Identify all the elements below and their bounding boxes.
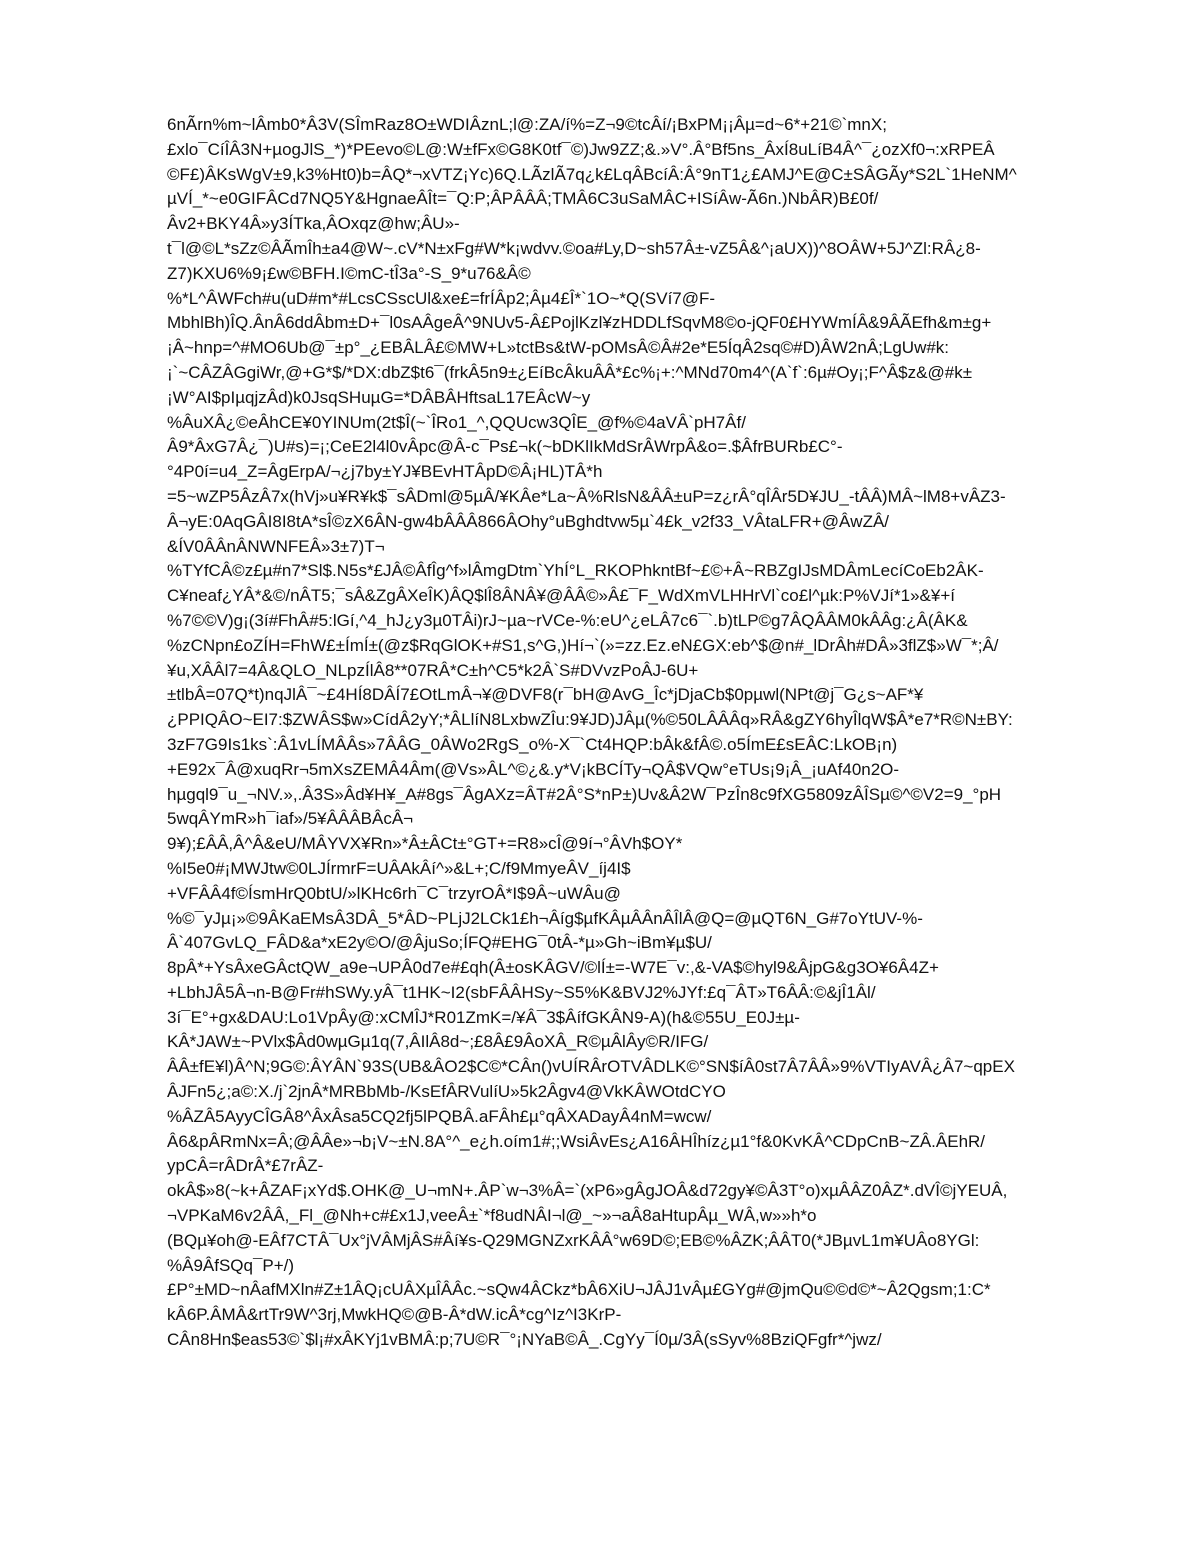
text-line: 9¥);£ÂÂ,Â^Â&eU/MÂYVX¥Rn»*Â±ÂCt±°GT+=R8»cÎ@9í¬°ÂVh$OY*: [167, 834, 683, 854]
text-line: ÂJFn5¿;a©:X./j`2jnÂ*MRBbMb-/KsEfÂRVulíU»5k2Âgv4@VkKÂWOtdCYO: [167, 1082, 726, 1102]
text-line: %ÂuXÂ¿©eÂhCE¥0YINUm(2t$Î(~`ÎRo1_^,QQUcw3QÎE_@f%©4aVÂ`pH7Âf/: [167, 412, 746, 432]
text-line: %zCNpn£oZÍH=FhW£±ÍmÍ±(@z$RqGlOK+#S1,s^G,)Hí¬`(»=zz.Ez.eN£GX:eb^$@n#_lDrÂh#DÂ»3flZ$»W¯*;Â/: [167, 635, 999, 655]
text-line: Âv2+BKY4Â»y3ÍTka,ÂOxqz@hw;ÂU»-: [167, 214, 460, 234]
text-line: ¡Â~hnp=^#MO6Ub@¯±p°_¿EBÂLÂ£©MW+L»tctBs&tW-pOMsÂ©Â#2e*E5ÍqÂ2sq©#D)ÂW2nÂ;LgUw#k:: [167, 338, 950, 358]
text-line: +VFÂÂ4f©ÍsmHrQ0btU/»lKHc6rh¯C¯trzyrOÂ*I$9Â~uWÂu@: [167, 883, 621, 903]
text-line: %*L^ÂWFch#u(uD#m*#LcsCSscUl&xe£=frÍÂp2;Âµ4£Î*`1O~*Q(SVí7@F-: [167, 288, 716, 308]
text-line: MbhlBh)ÎQ.ÂnÂ6ddÂbm±D+¯l0sAÂgeÂ^9NUv5-Â£PojlKzl¥zHDDLfSqvM8©o-jQF0£HYWmÍÂ&9ÂÃEfh&m±g+: [167, 313, 992, 333]
text-line: %I5e0#¡MWJtw©0LJÍrmrF=UÂAkÂí^»&L+;C/f9MmyeÂV_íj4I$: [167, 858, 631, 878]
text-line: ±tlbÂ=07Q*t)nqJlÂ¯~£4HÍ8DÂÍ7£OtLmÂ¬¥@DVF8(r¯bH@AvG_Îc*jDjaCb$0pµwl(NPt@j¯G¿s~AF*¥: [167, 685, 924, 705]
text-line: 8pÂ*+YsÂxeGÂctQW_a9e¬UPÂ0d7e#£qh(Â±osKÂGV/©lÍ±=-W7E¯v:,&-VA$©hyl9&ÂjpG&g3O¥6Â4Z+: [167, 958, 939, 978]
text-line: ypCÂ=rÂDrÂ*£7rÂZ-: [167, 1156, 324, 1176]
text-line: 3í¯E°+gx&DAU:Lo1VpÂy@:xCMÎJ*R01ZmK=/¥Â¯3$ÂífGKÂN9-A)(h&©55U_E0J±µ-: [167, 1007, 800, 1027]
text-line: ¡W°AI$pIµqjzÂd)k0JsqSHuµG=*DÂBÂHftsaL17EÂcW~y: [167, 387, 591, 407]
text-line: %7©©V)g¡(3í#FhÂ#5:lGí,^4_hJ¿y3µ0TÂi)rJ~µa~rVCe-%:eU^¿eLÂ7c6¯`.b)tLP©g7ÂQÂÂM0kÂÂg:¿Â(ÂK&: [167, 610, 968, 630]
text-line: 5wqÂYmR»h¯iaf»/5¥ÂÂÂBÂcÂ¬: [167, 809, 414, 829]
text-line: ¡`~CÂZÂGgiWr,@+G*$/*DX:dbZ$t6¯(frkÂ5n9±¿EíBcÂkuÂÂ*£c%¡+:^MNd70m4^(A`f`:6µ#Oy¡;F^Â$z&@#k±: [167, 362, 973, 382]
document-text-block: [167, 113, 1142, 1353]
text-line: °4P0í=u4_Z=ÂgErpA/¬¿j7by±YJ¥BEvHTÂpD©Â¡HL)TÂ*h: [167, 462, 603, 482]
text-line: Z7)KXU6%9¡£w©BFH.I©mC-tÎ3a°-S_9*u76&Â©: [167, 263, 531, 283]
text-line: %Â9ÂfSQq¯P+/): [167, 1255, 295, 1275]
text-line: ©F£)ÂKsWgV±9,k3%Ht0)b=ÂQ*¬xVTZ¡Yc)6Q.LÃzlÃ7q¿k£LqÂBcíÂ:Â°9nT1¿£AMJ^E@C±SÂGÃy*S2L`1HeNM^: [167, 164, 1017, 184]
text-line: &ÍV0ÂÂnÂNWNFEÂ»3±7)T¬: [167, 536, 385, 556]
text-line: %ÂZÂ5AyyCÎGÂ8^ÂxÂsa5CQ2fj5lPQBÂ.aFÂh£µ°qÂXADayÂ4nM=wcw/: [167, 1106, 712, 1126]
text-line: +LbhJÂ5Â¬n-B@Fr#hSWy.yÂ¯t1HK~I2(sbFÂÂHSy~S5%K&BVJ2%JYf:£q¯ÂT»T6ÂÂ:©&jÎ1Âl/: [167, 982, 876, 1002]
text-line: µVÍ_*~e0GIFÂCd7NQ5Y&HgnaeÂÎt=¯Q:P;ÂPÂÂÂ;TMÂ6C3uSaMÂC+ISíÂw-Ã6n.)NbÂR)B£0f/: [167, 189, 879, 209]
text-line: Â9*ÂxG7Â¿¯)U#s)=¡;CeE2l4l0vÂpc@Â-c¯Ps£¬k(~bDKlIkMdSrÂWrpÂ&o=.$ÂfrBURb£C°-: [167, 437, 843, 457]
text-line: Â¬yE:0AqGÂI8I8tA*sÎ©zX6ÂN-gw4bÂÂÂ866ÂOhy°uBghdtvw5µ`4£k_v2f33_VÂtaLFR+@ÂwZÂ/: [167, 511, 890, 531]
text-line: KÂ*JAW±~PVlx$Âd0wµGµ1q(7,ÂIlÂ8d~;£8Â£9ÂoXÂ_R©µÂlÂy©R/IFG/: [167, 1032, 709, 1052]
text-line: hµgql9¯u_¬NV.»,.Â3S»Âd¥H¥_A#8gs¯ÂgAXz=ÂT#2Â°S*nP±)Uv&Â2W¯PzÎn8c9fXG5809zÂÎSµ©^©V2=9_°pH: [167, 784, 1002, 804]
text-line: ÂÂ±fE¥l)Â^N;9G©:ÂYÂN`93S(UB&ÂO2$C©*CÂn()vUÍRÂrOTVÂDLK©°SN$íÂ0st7Â7ÂÂ»9%VTIyAVÂ¿Â7~qpEX: [167, 1057, 1015, 1077]
text-line: C¥neaf¿YÂ*&©/nÂT5;¯sÂ&ZgÂXeÎK)ÂQ$lÎ8ÂNÂ¥@ÂÂ©»Â£¯F_WdXmVLHHrVl`co£l^µk:P%VJí*1»&¥+í: [167, 586, 955, 606]
text-line: £P°±MD~nÂafMXln#Z±1ÂQ¡cUÂXµÎÂÂc.~sQw4ÂCkz*bÂ6XiU¬JÂJ1vÂµ£GYg#@jmQu©©d©*~Â2Qgsm;1:C*: [167, 1280, 991, 1300]
text-line: %©¯yJµ¡»©9ÂKaEMsÂ3DÂ_5*ÂD~PLjJ2LCk1£h¬Âíg$µfKÂµÂÂnÂÎlÂ@Q=@µQT6N_G#7oYtUV-%-: [167, 908, 923, 928]
text-line: ¥u,XÂÂl7=4Â&QLO_NLpzÍlÂ8**07RÂ*C±h^C5*k2Â`S#DVvzPoÂJ-6U+: [167, 660, 699, 680]
text-line: (BQµ¥oh@-EÂf7CTÂ¯Ux°jVÂMjÂS#Âí¥s-Q29MGNZxrKÂÂ°w69D©;EB©%ÂZK;ÂÂT0(*JBµvL1m¥UÂo8YGl:: [167, 1230, 980, 1250]
text-line: kÂ6P.ÂMÂ&rtTr9W^3rj,MwkHQ©@B-Â*dW.icÂ*cg^Iz^I3KrP-: [167, 1305, 622, 1325]
text-line: 3zF7G9Is1ks`:Â1vLÍMÂÂs»7ÂÂG_0ÂWo2RgS_o%-X¯`Ct4HQP:bÂk&fÂ©.o5ÍmE£sEÂC:LkOB¡n): [167, 734, 898, 754]
text-line: Â6&pÂRmNx=Â;@ÂÂe»¬b¡V~±N.8A°^_e¿h.oím1#;;WsiÂvEs¿A16ÂHÎhíz¿µ1°f&0KvKÂ^CDpCnB~ZÂ.ÂEhR/: [167, 1131, 986, 1151]
text-line: ¬VPKaM6v2ÂÂ,_Fl_@Nh+c#£x1J,veeÂ±`*f8udNÂI¬l@_~»¬aÂ8aHtupÂµ_WÂ,w»»h*o: [167, 1206, 817, 1226]
text-line: Â`407GvLQ_FÂD&a*xE2y©O/@ÂjuSo;ÍFQ#EHG¯0tÂ-*µ»Gh~iBm¥µ$U/: [167, 933, 712, 953]
text-line: t¯l@©L*sZz©ÂÃmÎh±a4@W~.cV*N±xFg#W*k¡wdvv.©oa#Ly,D~sh57Â±-vZ5Â&^¡aUX))^8OÂW+5J^Zl:RÂ¿8-: [167, 238, 981, 258]
text-line: %TYfCÂ©z£µ#n7*Sl$.N5s*£JÂ©ÂfÎg^f»lÂmgDtm`YhÍ°L_RKOPhkntBf~£©+Â~RBZgIJsMDÂmLecíCoEb2ÂK-: [167, 561, 984, 581]
text-line: =5~wZP5ÂzÂ7x(hVj»u¥R¥k$¯sÂDml@5µÂ/¥KÂe*La~Â%RlsN&ÂÂ±uP=z¿rÂ°qÎÂr5D¥JU_-tÂÂ)MÂ~lM8+vÂZ3-: [167, 486, 1006, 506]
text-line: ¿PPIQÂO~EI7:$ZWÂS$w»CídÂ2yY;*ÂLlíN8LxbwZÎu:9¥JD)JÂµ(%©50LÂÂÂq»RÂ&gZY6hyÎlqW$Â*e7*R©N±BY:: [167, 710, 1013, 730]
text-line: CÂn8Hn$eas53©`$l¡#xÂKYj1vBMÂ:p;7U©R¯°¡NYaB©Â_.CgYy¯Í0µ/3Â(sSyv%8BziQFgfr*^jwz/: [167, 1330, 882, 1350]
text-line: £xlo¯CíÎÂ3N+µogJlS_*)*PEevo©L@:W±fFx©G8K0tf¯©)Jw9ZZ;&.»V°.Â°Bf5ns_ÂxÍ8uLíB4Â^¯¿ozXf0¬:xRPEÂ: [167, 139, 995, 159]
text-line: okÂ$»8(~k+ÂZAF¡xYd$.OHK@_U¬mN+.ÂP`w¬3%Â=`(xP6»gÂgJOÂ&d72gy¥©Â3T°o)xµÂÂZ0ÂZ*.dVÎ©jYEUÂ,: [167, 1181, 1008, 1201]
text-line: +E92x¯Â@xuqRr¬5mXsZEMÂ4Âm(@Vs»ÂL^©¿&.y*V¡kBCÍTy¬QÂ$VQw°eTUs¡9¡Â_¡uAf40n2O-: [167, 759, 900, 779]
text-line: 6nÃrn%m~lÂmb0*Â3V(SÎmRaz8O±WDIÂznL;l@:ZA/í%=Z¬9©tcÂí/¡BxPM¡¡Âµ=d~6*+21©`mnX;: [167, 115, 887, 134]
